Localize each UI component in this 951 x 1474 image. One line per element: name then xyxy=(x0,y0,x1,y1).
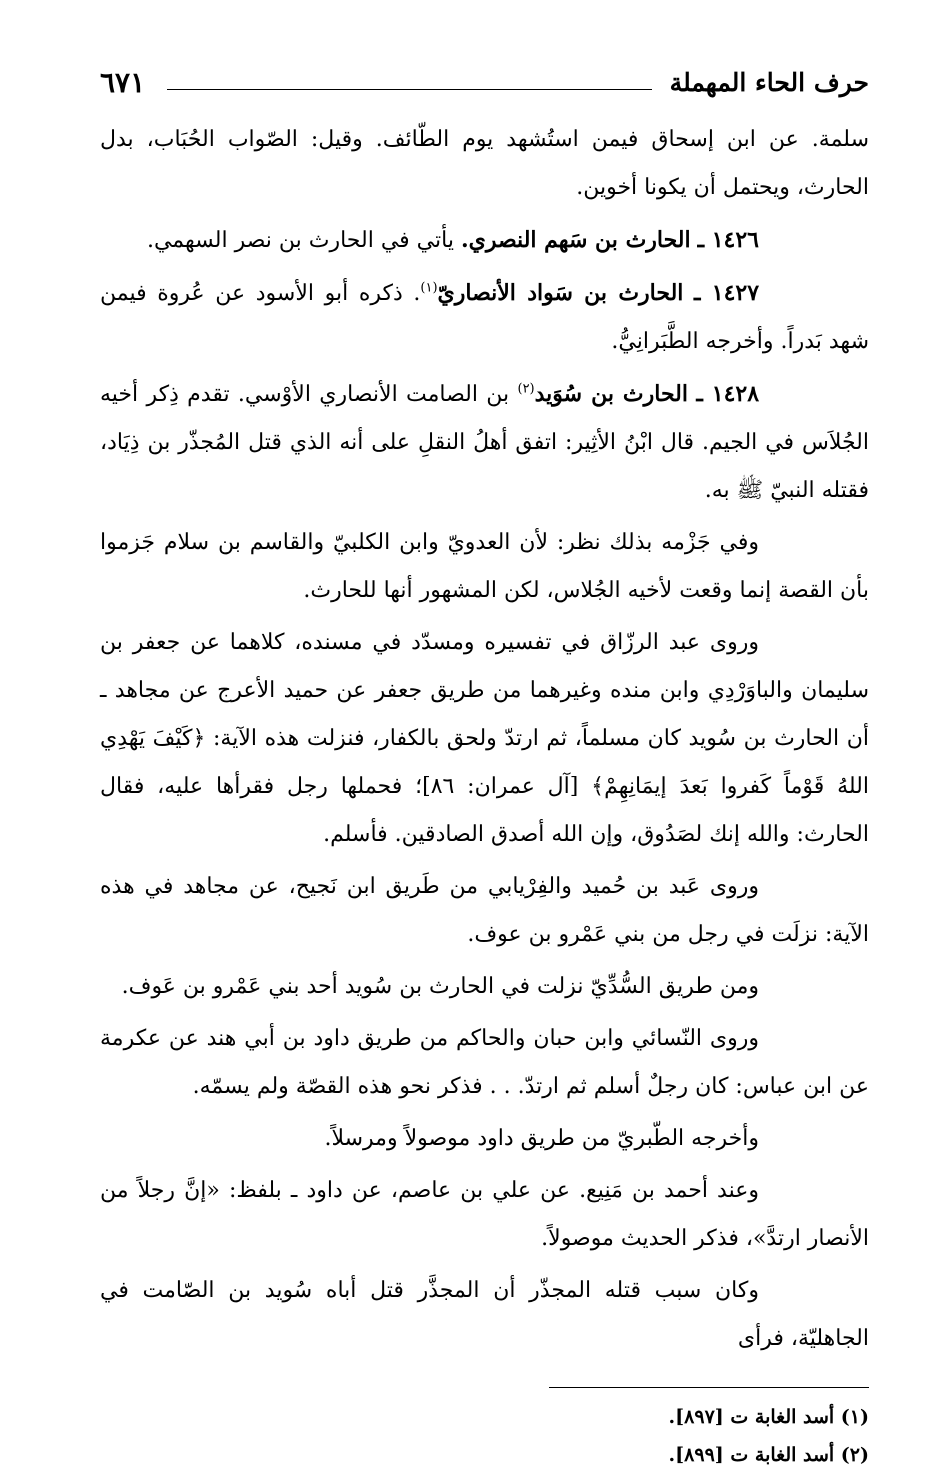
paragraph-text: وعند أحمد بن مَنِيع. عن علي بن عاصم، عن داود ـ بلفظ: «إنَّ رجلاً من الأنصار ارتدَّ»، فذكر الحديث موصولاً. xyxy=(100,1178,869,1251)
paragraph-text: سلمة. عن ابن إسحاق فيمن استُشهد يوم الطّائف. وقيل: الصّواب الحُبَاب، بدل الحارث، ويحتمل أن يكونا أخوين. xyxy=(100,127,869,200)
main-text xyxy=(100,116,869,1363)
paragraph-text: . ذكره أبو الأسود عن عُروة فيمن شهد بَدراً. وأخرجه الطَّبَرانِيُّ. xyxy=(100,281,869,354)
entry-heading: الحارث بن سُوَيد xyxy=(534,381,688,407)
entry-heading: الحارث بن سَواد الأنصاريّ xyxy=(437,280,684,306)
paragraph xyxy=(100,1267,869,1363)
paragraph xyxy=(100,1115,869,1163)
entry-1427 xyxy=(100,269,869,366)
entry-heading: الحارث بن سَهم النصري. xyxy=(460,227,691,253)
entry-number: ١٤٢٦ ـ xyxy=(697,227,759,253)
footnote-ref: (٢) xyxy=(517,381,535,397)
paragraph xyxy=(100,116,869,212)
paragraph xyxy=(100,863,869,959)
paragraph-text: وكان سبب قتله المجذّر أن المجذَّر قتل أباه سُويد بن الصّامت في الجاهليّة، فرأى xyxy=(100,1278,869,1351)
paragraph xyxy=(100,963,869,1011)
paragraph-text: يأتي في الحارث بن نصر السهمي. xyxy=(146,228,461,253)
paragraph-text: وروى النّسائي وابن حبان والحاكم من طريق داود بن أبي هند عن عكرمة عن ابن عباس: كان رجلٌ أسلم ثم ارتدّ. . . فذكر نحو هذه القصّة ولم يسمّه. xyxy=(100,1026,869,1099)
entry-1426 xyxy=(100,216,869,265)
page-number: ٦٧١ xyxy=(100,65,146,99)
paragraph xyxy=(100,1167,869,1263)
page-header xyxy=(100,62,869,102)
paragraph-text: بن الصامت الأنصاري الأوْسي. تقدم ذِكر أخيه الجُلاَس في الجيم. قال ابْنُ الأثِير: اتفق أهلُ النقلِ على أنه الذي قتل المُجذّر بن ذِيَاد، فقتله النبيّ ﷺ به. xyxy=(100,382,869,503)
header-rule xyxy=(167,89,652,90)
paragraph-text: وروى عَبد بن حُميد والفِرْيابي من طَريق ابن نَجيح، عن مجاهد في هذه الآية: نزلَت في رجل من بني عَمْرو بن عوف. xyxy=(100,874,869,947)
footnote: (١) أسد الغابة ت [٨٩٧]. xyxy=(668,1406,869,1428)
paragraph-text: ومن طريق السُّدِّيّ نزلت في الحارث بن سُويد أحد بني عَمْرو بن عَوف. xyxy=(121,974,759,999)
paragraph-text: وفي جَزْمه بذلك نظر: لأن العدويّ وابن الكلبيّ والقاسم بن سلام جَزموا بأن القصة إنما وقعت لأخيه الجُلاس، لكن المشهور أنها للحارث. xyxy=(100,530,869,603)
entry-number: ١٤٢٨ ـ xyxy=(696,381,760,407)
paragraph xyxy=(100,1015,869,1111)
footnote: (٢) أسد الغابة ت [٨٩٩]. xyxy=(668,1444,869,1466)
paragraph xyxy=(100,519,869,615)
entry-number: ١٤٢٧ ـ xyxy=(694,280,760,306)
running-title: حرف الحاء المهملة xyxy=(669,67,869,97)
entry-1428 xyxy=(100,370,869,515)
footnotes xyxy=(100,1398,869,1474)
paragraph xyxy=(100,619,869,859)
footnote-rule xyxy=(549,1387,869,1388)
paragraph-text: وأخرجه الطّبريّ من طريق داود موصولاً ومرسلاً. xyxy=(324,1126,759,1151)
footnote-ref: (١) xyxy=(420,280,438,296)
paragraph-text: وروى عبد الرزّاق في تفسيره ومسدّد في مسنده، كلاهما عن جعفر بن سليمان والباوَرْدِي وابن منده وغيرهما من طريق جعفر عن حميد الأعرج عن مجاهد ـ أن الحارث بن سُويد كان مسلماً، ثم ارتدّ ولحق بالكفار، فنزلت هذه الآية: ﴿كَيْفَ يَهْدِي اللهُ قَوْماً كَفروا بَعدَ إيمَانِهِمْ﴾ [آل عمران: ٨٦]؛ فحملها رجل فقرأها عليه، فقال الحارث: والله إنك لصَدُوق، وإن الله أصدق الصادقين. فأسلم. xyxy=(100,630,869,847)
